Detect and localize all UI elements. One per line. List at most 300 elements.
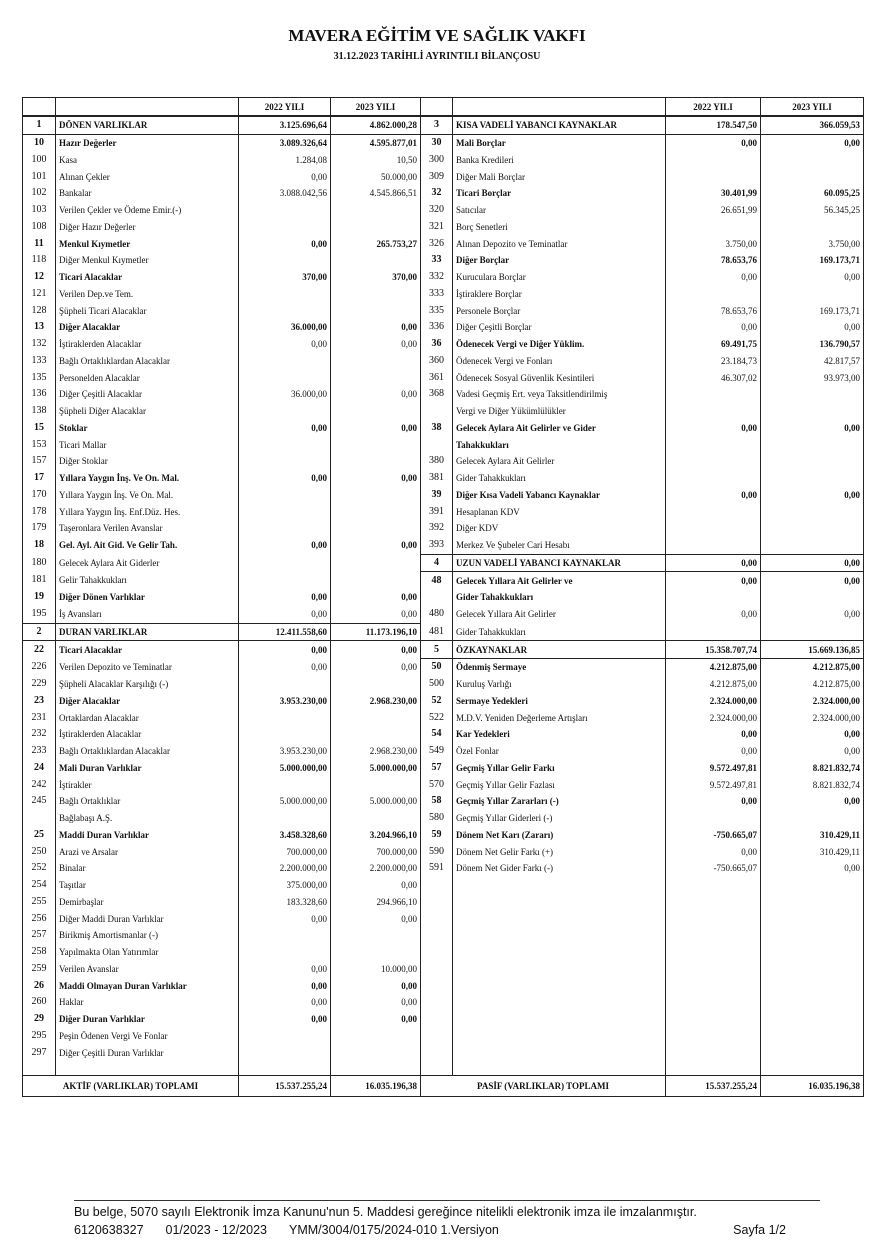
left-code: 19 xyxy=(23,589,56,606)
left-value-2022: 12.411.558,60 xyxy=(239,623,331,641)
left-value-2022 xyxy=(239,487,331,504)
left-value-2022 xyxy=(239,810,331,827)
left-account-name: İştiraklerden Alacaklar xyxy=(56,726,239,743)
right-account-name: Tahakkukları xyxy=(453,436,666,453)
right-code xyxy=(421,589,453,606)
left-value-2023 xyxy=(331,944,421,961)
left-value-2023: 0,00 xyxy=(331,641,421,659)
document-subtitle: 31.12.2023 TARİHLİ AYRINTILI BİLANÇOSU xyxy=(333,51,541,62)
table-row xyxy=(23,302,864,319)
table-row xyxy=(23,944,864,961)
right-value-2023 xyxy=(761,1011,864,1028)
left-value-2022: 0,00 xyxy=(239,1011,331,1028)
right-value-2022 xyxy=(666,977,761,994)
right-value-2022 xyxy=(666,520,761,537)
spacer-row xyxy=(23,1061,864,1076)
left-code: 195 xyxy=(23,606,56,623)
right-value-2023: 0,00 xyxy=(761,793,864,810)
right-account-name xyxy=(453,927,666,944)
table-row xyxy=(23,420,864,437)
table-row xyxy=(23,470,864,487)
right-code xyxy=(421,961,453,978)
left-value-2022 xyxy=(239,436,331,453)
right-value-2023: 8.821.832,74 xyxy=(761,760,864,777)
right-value-2023 xyxy=(761,944,864,961)
left-value-2023: 0,00 xyxy=(331,877,421,894)
right-code: 590 xyxy=(421,843,453,860)
right-value-2023: 0,00 xyxy=(761,269,864,286)
table-row xyxy=(23,319,864,336)
left-account-name: İştirakler xyxy=(56,776,239,793)
left-value-2022: 0,00 xyxy=(239,994,331,1011)
table-row xyxy=(23,641,864,659)
right-value-2023: 56.345,25 xyxy=(761,202,864,219)
right-value-2022: -750.665,07 xyxy=(666,827,761,844)
right-value-2022: 0,00 xyxy=(666,606,761,623)
right-value-2023 xyxy=(761,977,864,994)
left-value-2023 xyxy=(331,726,421,743)
left-value-2023: 0,00 xyxy=(331,420,421,437)
right-code: 335 xyxy=(421,302,453,319)
right-account-name: Kar Yedekleri xyxy=(453,726,666,743)
left-code: 15 xyxy=(23,420,56,437)
right-account-name xyxy=(453,944,666,961)
right-value-2023 xyxy=(761,537,864,554)
table-row xyxy=(23,554,864,572)
right-account-name: İştiraklere Borçlar xyxy=(453,286,666,303)
left-account-name: Verilen Avanslar xyxy=(56,961,239,978)
right-value-2022: -750.665,07 xyxy=(666,860,761,877)
left-account-name: Demirbaşlar xyxy=(56,894,239,911)
table-row xyxy=(23,436,864,453)
table-row xyxy=(23,589,864,606)
right-code: 32 xyxy=(421,185,453,202)
right-account-name xyxy=(453,977,666,994)
right-value-2022: 0,00 xyxy=(666,420,761,437)
table-row xyxy=(23,743,864,760)
right-value-2022: 78.653,76 xyxy=(666,302,761,319)
right-value-2022 xyxy=(666,453,761,470)
right-account-name: Geçmiş Yıllar Gelir Fazlası xyxy=(453,776,666,793)
table-row xyxy=(23,659,864,676)
table-row xyxy=(23,776,864,793)
left-code: 121 xyxy=(23,286,56,303)
totals-row xyxy=(23,1076,864,1097)
right-value-2023: 2.324.000,00 xyxy=(761,709,864,726)
right-account-name: Borç Senetleri xyxy=(453,219,666,236)
right-account-name: M.D.V. Yeniden Değerleme Artışları xyxy=(453,709,666,726)
right-value-2023 xyxy=(761,877,864,894)
left-account-name: Taşeronlara Verilen Avanslar xyxy=(56,520,239,537)
right-code xyxy=(421,994,453,1011)
right-value-2023: 169.173,71 xyxy=(761,302,864,319)
right-code: 39 xyxy=(421,487,453,504)
right-value-2023 xyxy=(761,894,864,911)
left-value-2023 xyxy=(331,436,421,453)
right-code: 320 xyxy=(421,202,453,219)
right-account-name: Sermaye Yedekleri xyxy=(453,693,666,710)
left-value-2022 xyxy=(239,572,331,589)
right-account-name: Alınan Depozito ve Teminatlar xyxy=(453,235,666,252)
left-account-name: Hazır Değerler xyxy=(56,134,239,151)
left-account-name: Maddi Duran Varlıklar xyxy=(56,827,239,844)
left-code: 25 xyxy=(23,827,56,844)
table-row xyxy=(23,927,864,944)
right-account-name: Mali Borçlar xyxy=(453,134,666,151)
left-account-name: Ticari Mallar xyxy=(56,436,239,453)
right-value-2022: 0,00 xyxy=(666,554,761,572)
right-code: 522 xyxy=(421,709,453,726)
right-value-2023: 0,00 xyxy=(761,554,864,572)
right-account-name: Ödenecek Sosyal Güvenlik Kesintileri xyxy=(453,369,666,386)
left-account-name: Yıllara Yaygın İnş. Ve On. Mal. xyxy=(56,470,239,487)
right-value-2022: 23.184,73 xyxy=(666,353,761,370)
right-value-2022 xyxy=(666,1011,761,1028)
right-code: 58 xyxy=(421,793,453,810)
header-2023-left: 2023 YILI xyxy=(331,98,421,117)
right-code xyxy=(421,436,453,453)
right-value-2022 xyxy=(666,1028,761,1045)
right-code: 300 xyxy=(421,152,453,169)
table-row xyxy=(23,860,864,877)
right-value-2022: 0,00 xyxy=(666,269,761,286)
right-value-2022 xyxy=(666,589,761,606)
right-code xyxy=(421,977,453,994)
left-account-name: Diğer Alacaklar xyxy=(56,693,239,710)
left-value-2023 xyxy=(331,369,421,386)
table-row xyxy=(23,793,864,810)
right-code: 368 xyxy=(421,386,453,403)
left-account-name: Şüpheli Alacaklar Karşılığı (-) xyxy=(56,676,239,693)
left-code: 118 xyxy=(23,252,56,269)
left-value-2023 xyxy=(331,252,421,269)
right-value-2022: 46.307,02 xyxy=(666,369,761,386)
left-value-2022: 370,00 xyxy=(239,269,331,286)
right-value-2023 xyxy=(761,286,864,303)
right-code: 54 xyxy=(421,726,453,743)
left-code: 10 xyxy=(23,134,56,151)
left-value-2022: 0,00 xyxy=(239,336,331,353)
table-row xyxy=(23,252,864,269)
left-account-name: Diğer Alacaklar xyxy=(56,319,239,336)
left-value-2022 xyxy=(239,369,331,386)
right-value-2023: 2.324.000,00 xyxy=(761,693,864,710)
left-value-2022 xyxy=(239,709,331,726)
left-value-2022: 36.000,00 xyxy=(239,386,331,403)
left-value-2023: 0,00 xyxy=(331,319,421,336)
left-value-2023: 10.000,00 xyxy=(331,961,421,978)
right-value-2023 xyxy=(761,927,864,944)
table-row xyxy=(23,369,864,386)
right-code: 392 xyxy=(421,520,453,537)
left-code: 135 xyxy=(23,369,56,386)
right-code: 321 xyxy=(421,219,453,236)
left-value-2023 xyxy=(331,1044,421,1061)
table-row xyxy=(23,386,864,403)
left-code: 133 xyxy=(23,353,56,370)
footer xyxy=(74,1200,820,1239)
right-value-2023 xyxy=(761,436,864,453)
right-value-2023: 169.173,71 xyxy=(761,252,864,269)
right-account-name: Geçmiş Yıllar Giderleri (-) xyxy=(453,810,666,827)
table-row xyxy=(23,810,864,827)
right-code xyxy=(421,910,453,927)
right-value-2023: 0,00 xyxy=(761,134,864,151)
reference: YMM/3004/0175/2024-010 1.Versiyon xyxy=(289,1223,499,1237)
left-code: 29 xyxy=(23,1011,56,1028)
left-value-2023: 0,00 xyxy=(331,386,421,403)
left-account-name: Diğer Çeşitli Duran Varlıklar xyxy=(56,1044,239,1061)
right-code xyxy=(421,1028,453,1045)
left-code: 2 xyxy=(23,623,56,641)
table-row xyxy=(23,760,864,777)
right-account-name: Hesaplanan KDV xyxy=(453,503,666,520)
table-row xyxy=(23,572,864,589)
table-row xyxy=(23,1044,864,1061)
left-account-name: Taşıtlar xyxy=(56,877,239,894)
left-value-2023 xyxy=(331,286,421,303)
left-value-2022: 0,00 xyxy=(239,961,331,978)
right-account-name: Gelecek Aylara Ait Gelirler xyxy=(453,453,666,470)
right-value-2023 xyxy=(761,623,864,641)
left-value-2023 xyxy=(331,453,421,470)
right-code: 570 xyxy=(421,776,453,793)
left-code: 136 xyxy=(23,386,56,403)
left-code: 260 xyxy=(23,994,56,1011)
right-code: 500 xyxy=(421,676,453,693)
header-2022-right: 2022 YILI xyxy=(666,98,761,117)
right-value-2023 xyxy=(761,520,864,537)
right-account-name xyxy=(453,1011,666,1028)
table-row xyxy=(23,623,864,641)
left-value-2022 xyxy=(239,403,331,420)
left-value-2023 xyxy=(331,503,421,520)
left-value-2022 xyxy=(239,453,331,470)
left-value-2023: 11.173.196,10 xyxy=(331,623,421,641)
right-value-2023: 0,00 xyxy=(761,420,864,437)
right-value-2023: 310.429,11 xyxy=(761,843,864,860)
left-value-2023 xyxy=(331,572,421,589)
left-code: 13 xyxy=(23,319,56,336)
right-value-2022 xyxy=(666,537,761,554)
table-row xyxy=(23,403,864,420)
left-value-2022: 0,00 xyxy=(239,606,331,623)
left-value-2022: 375.000,00 xyxy=(239,877,331,894)
left-value-2023: 0,00 xyxy=(331,606,421,623)
left-value-2022: 0,00 xyxy=(239,659,331,676)
right-code: 48 xyxy=(421,572,453,589)
right-code: 481 xyxy=(421,623,453,641)
left-value-2022: 5.000.000,00 xyxy=(239,793,331,810)
left-code: 101 xyxy=(23,168,56,185)
pasif-total-2023: 16.035.196,38 xyxy=(761,1076,864,1097)
table-row xyxy=(23,726,864,743)
right-value-2023 xyxy=(761,403,864,420)
right-account-name: Dönem Net Karı (Zararı) xyxy=(453,827,666,844)
left-account-name: Verilen Dep.ve Tem. xyxy=(56,286,239,303)
right-code: 309 xyxy=(421,168,453,185)
right-code: 50 xyxy=(421,659,453,676)
left-account-name: Diğer Çeşitli Alacaklar xyxy=(56,386,239,403)
left-value-2022 xyxy=(239,726,331,743)
right-code: 36 xyxy=(421,336,453,353)
right-code xyxy=(421,927,453,944)
table-row xyxy=(23,202,864,219)
left-code: 259 xyxy=(23,961,56,978)
left-value-2022: 183.328,60 xyxy=(239,894,331,911)
left-account-name: Bağlabaşı A.Ş. xyxy=(56,810,239,827)
table-row xyxy=(23,219,864,236)
right-account-name: Diğer Mali Borçlar xyxy=(453,168,666,185)
right-account-name: Gelecek Yıllara Ait Gelirler ve xyxy=(453,572,666,589)
right-value-2023 xyxy=(761,386,864,403)
left-value-2023 xyxy=(331,302,421,319)
right-value-2022 xyxy=(666,403,761,420)
right-value-2022 xyxy=(666,286,761,303)
left-value-2022: 3.458.328,60 xyxy=(239,827,331,844)
table-row xyxy=(23,676,864,693)
right-value-2022 xyxy=(666,436,761,453)
left-value-2022: 2.200.000,00 xyxy=(239,860,331,877)
right-code: 333 xyxy=(421,286,453,303)
right-value-2023: 0,00 xyxy=(761,572,864,589)
left-code: 229 xyxy=(23,676,56,693)
table-row xyxy=(23,487,864,504)
right-value-2022: 0,00 xyxy=(666,726,761,743)
left-value-2022: 1.284,08 xyxy=(239,152,331,169)
left-code: 102 xyxy=(23,185,56,202)
left-code: 1 xyxy=(23,116,56,134)
left-code: 179 xyxy=(23,520,56,537)
left-value-2023 xyxy=(331,810,421,827)
right-code: 326 xyxy=(421,235,453,252)
table-row xyxy=(23,185,864,202)
left-code: 254 xyxy=(23,877,56,894)
right-account-name: Diğer Kısa Vadeli Yabancı Kaynaklar xyxy=(453,487,666,504)
pasif-total-label: PASİF (VARLIKLAR) TOPLAMI xyxy=(421,1076,666,1097)
right-value-2023 xyxy=(761,168,864,185)
right-value-2022: 2.324.000,00 xyxy=(666,709,761,726)
left-code: 18 xyxy=(23,537,56,554)
left-value-2022: 3.953.230,00 xyxy=(239,743,331,760)
table-row xyxy=(23,709,864,726)
right-value-2022 xyxy=(666,877,761,894)
right-value-2022 xyxy=(666,961,761,978)
right-code: 380 xyxy=(421,453,453,470)
left-account-name: Peşin Ödenen Vergi Ve Fonlar xyxy=(56,1028,239,1045)
right-code: 38 xyxy=(421,420,453,437)
signature-notice: Bu belge, 5070 sayılı Elektronik İmza Kanunu'nun 5. Maddesi gereğince nitelikli elektronik imza ile imzalanmıştır. xyxy=(74,1205,697,1219)
right-code: 59 xyxy=(421,827,453,844)
left-account-name: Ticari Alacaklar xyxy=(56,641,239,659)
table-row xyxy=(23,152,864,169)
left-value-2022 xyxy=(239,676,331,693)
right-account-name: Gelecek Yıllara Ait Gelirler xyxy=(453,606,666,623)
left-code: 231 xyxy=(23,709,56,726)
left-code: 22 xyxy=(23,641,56,659)
left-account-name: DÖNEN VARLIKLAR xyxy=(56,116,239,134)
left-value-2022: 700.000,00 xyxy=(239,843,331,860)
header-row xyxy=(23,98,864,117)
right-account-name: KISA VADELİ YABANCI KAYNAKLAR xyxy=(453,116,666,134)
left-code: 232 xyxy=(23,726,56,743)
left-value-2022: 36.000,00 xyxy=(239,319,331,336)
left-value-2023: 2.968.230,00 xyxy=(331,693,421,710)
right-code: 332 xyxy=(421,269,453,286)
right-value-2023: 0,00 xyxy=(761,860,864,877)
right-value-2022: 0,00 xyxy=(666,572,761,589)
left-account-name: Gelir Tahakkukları xyxy=(56,572,239,589)
left-account-name: Binalar xyxy=(56,860,239,877)
left-value-2023: 294.966,10 xyxy=(331,894,421,911)
left-value-2022 xyxy=(239,252,331,269)
table-row xyxy=(23,116,864,134)
right-value-2022 xyxy=(666,168,761,185)
right-account-name: Gider Tahakkukları xyxy=(453,623,666,641)
right-value-2023 xyxy=(761,810,864,827)
table-row xyxy=(23,503,864,520)
left-value-2022 xyxy=(239,776,331,793)
right-account-name: Personele Borçlar xyxy=(453,302,666,319)
left-account-name: Kasa xyxy=(56,152,239,169)
right-account-name: Vergi ve Diğer Yükümlülükler xyxy=(453,403,666,420)
left-code: 297 xyxy=(23,1044,56,1061)
right-account-name: Gider Tahakkukları xyxy=(453,589,666,606)
right-value-2022 xyxy=(666,927,761,944)
left-code: 245 xyxy=(23,793,56,810)
right-value-2023: 0,00 xyxy=(761,319,864,336)
right-value-2022: 0,00 xyxy=(666,487,761,504)
right-account-name: Ödenmiş Sermaye xyxy=(453,659,666,676)
aktif-total-2023: 16.035.196,38 xyxy=(331,1076,421,1097)
right-account-name: Gelecek Aylara Ait Gelirler ve Gider xyxy=(453,420,666,437)
right-account-name: Satıcılar xyxy=(453,202,666,219)
left-value-2023: 0,00 xyxy=(331,994,421,1011)
left-value-2023 xyxy=(331,776,421,793)
right-code xyxy=(421,894,453,911)
right-value-2022: 2.324.000,00 xyxy=(666,693,761,710)
right-value-2023 xyxy=(761,1044,864,1061)
right-value-2023: 4.212.875,00 xyxy=(761,659,864,676)
table-row xyxy=(23,877,864,894)
table-row xyxy=(23,168,864,185)
left-account-name: Diğer Stoklar xyxy=(56,453,239,470)
right-value-2022: 0,00 xyxy=(666,793,761,810)
table-row xyxy=(23,894,864,911)
left-account-name: Bağlı Ortaklıklardan Alacaklar xyxy=(56,353,239,370)
left-value-2022: 3.125.696,64 xyxy=(239,116,331,134)
right-value-2022 xyxy=(666,994,761,1011)
right-value-2022 xyxy=(666,470,761,487)
left-account-name: Verilen Çekler ve Ödeme Emir.(-) xyxy=(56,202,239,219)
right-code: 57 xyxy=(421,760,453,777)
left-value-2022 xyxy=(239,927,331,944)
right-account-name: UZUN VADELİ YABANCI KAYNAKLAR xyxy=(453,554,666,572)
table-row xyxy=(23,606,864,623)
left-account-name: Haklar xyxy=(56,994,239,1011)
left-account-name: Gel. Ayl. Ait Gid. Ve Gelir Tah. xyxy=(56,537,239,554)
left-value-2023: 0,00 xyxy=(331,659,421,676)
right-account-name: ÖZKAYNAKLAR xyxy=(453,641,666,659)
right-code: 393 xyxy=(421,537,453,554)
right-value-2023 xyxy=(761,219,864,236)
left-account-name: Menkul Kıymetler xyxy=(56,235,239,252)
right-value-2022 xyxy=(666,152,761,169)
left-value-2023: 0,00 xyxy=(331,470,421,487)
left-account-name: Yıllara Yaygın İnş. Enf.Düz. Hes. xyxy=(56,503,239,520)
left-code: 170 xyxy=(23,487,56,504)
header-2022-left: 2022 YILI xyxy=(239,98,331,117)
